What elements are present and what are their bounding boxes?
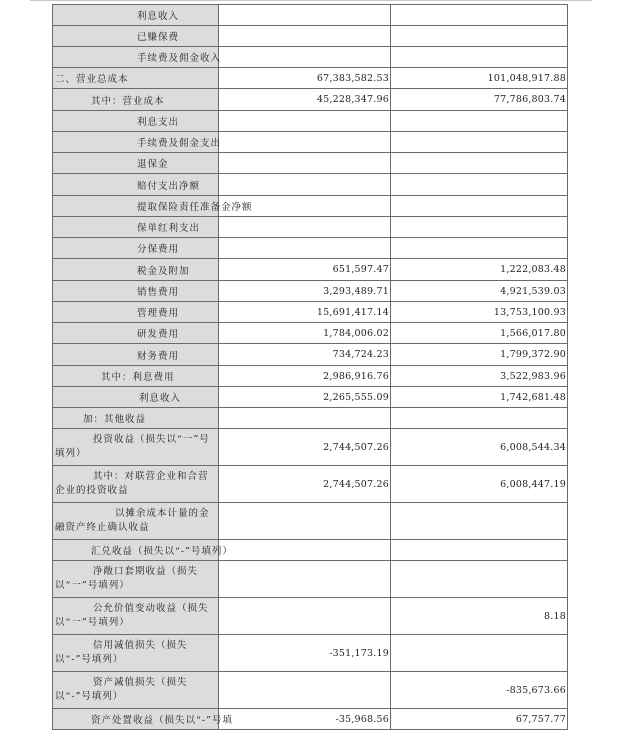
row-label: 其中：利息费用 (53, 366, 219, 387)
table-row (53, 466, 568, 503)
current-period-value (219, 598, 391, 635)
table-row (53, 47, 568, 68)
table-row (53, 709, 568, 730)
current-period-value: -351,173.19 (219, 635, 391, 672)
row-label: 赔付支出净额 (53, 174, 219, 196)
row-label: 信用减值损失（损失以“-”号填列） (53, 635, 219, 672)
current-period-value: 3,293,489.71 (219, 281, 391, 302)
prior-period-value (391, 26, 568, 47)
prior-period-value (391, 5, 568, 26)
prior-period-value (391, 540, 568, 561)
table-row (53, 672, 568, 709)
prior-period-value (391, 217, 568, 238)
row-label: 加：其他收益 (53, 408, 219, 429)
row-label: 分保费用 (53, 238, 219, 259)
table-row (53, 238, 568, 259)
row-label: 资产处置收益（损失以“-”号填 (53, 709, 219, 730)
current-period-value: 1,784,006.02 (219, 323, 391, 344)
current-period-value (219, 174, 391, 196)
table-row (53, 561, 568, 598)
prior-period-value: 4,921,539.03 (391, 281, 568, 302)
current-period-value (219, 540, 391, 561)
current-period-value: 734,724.23 (219, 344, 391, 366)
table-row (53, 281, 568, 302)
current-period-value: 2,265,555.09 (219, 387, 391, 408)
prior-period-value: 13,753,100.93 (391, 302, 568, 323)
current-period-value (219, 153, 391, 174)
current-period-value: 15,691,417.14 (219, 302, 391, 323)
table-row (53, 503, 568, 540)
table-row (53, 89, 568, 111)
current-period-value (219, 561, 391, 598)
current-period-value: 2,744,507.26 (219, 429, 391, 466)
current-period-value: 2,986,916.76 (219, 366, 391, 387)
table-row (53, 344, 568, 366)
row-label: 利息收入 (53, 387, 219, 408)
table-row (53, 111, 568, 132)
row-label: 提取保险责任准备金净额 (53, 196, 219, 217)
row-label: 汇兑收益（损失以“-”号填列） (53, 540, 219, 561)
row-label: 已赚保费 (53, 26, 219, 47)
prior-period-value: 6,008,544.34 (391, 429, 568, 466)
table-row (53, 387, 568, 408)
prior-period-value: 3,522,983.96 (391, 366, 568, 387)
row-label: 其中：营业成本 (53, 89, 219, 111)
row-label: 以摊余成本计量的金融资产终止确认收益 (53, 503, 219, 540)
current-period-value (219, 408, 391, 429)
table-row (53, 26, 568, 47)
row-label: 研发费用 (53, 323, 219, 344)
current-period-value (219, 132, 391, 153)
prior-period-value (391, 153, 568, 174)
row-label: 手续费及佣金收入 (53, 47, 219, 68)
row-label: 投资收益（损失以“一”号填列） (53, 429, 219, 466)
prior-period-value (391, 503, 568, 540)
current-period-value (219, 238, 391, 259)
page-top-rule (30, 0, 592, 1)
income-statement-table (52, 4, 568, 730)
prior-period-value (391, 132, 568, 153)
row-label: 手续费及佣金支出 (53, 132, 219, 153)
current-period-value (219, 111, 391, 132)
prior-period-value (391, 635, 568, 672)
row-label: 退保金 (53, 153, 219, 174)
current-period-value (219, 672, 391, 709)
prior-period-value (391, 47, 568, 68)
current-period-value (219, 5, 391, 26)
table-row (53, 196, 568, 217)
prior-period-value: 1,566,017.80 (391, 323, 568, 344)
table-row (53, 259, 568, 281)
current-period-value (219, 503, 391, 540)
prior-period-value (391, 196, 568, 217)
row-label: 利息支出 (53, 111, 219, 132)
current-period-value: 67,383,582.53 (219, 68, 391, 89)
prior-period-value: 67,757.77 (391, 709, 568, 730)
row-label: 财务费用 (53, 344, 219, 366)
prior-period-value (391, 238, 568, 259)
row-label: 其中：对联营企业和合营企业的投资收益 (53, 466, 219, 503)
prior-period-value: 8.18 (391, 598, 568, 635)
prior-period-value (391, 408, 568, 429)
table-row (53, 68, 568, 89)
row-label: 利息收入 (53, 5, 219, 26)
prior-period-value: -835,673.66 (391, 672, 568, 709)
row-label: 管理费用 (53, 302, 219, 323)
prior-period-value: 77,786,803.74 (391, 89, 568, 111)
row-label: 税金及附加 (53, 259, 219, 281)
current-period-value: 651,597.47 (219, 259, 391, 281)
row-label: 公允价值变动收益（损失以“一”号填列） (53, 598, 219, 635)
current-period-value: 45,228,347.96 (219, 89, 391, 111)
row-label: 销售费用 (53, 281, 219, 302)
current-period-value (219, 47, 391, 68)
row-label: 二、营业总成本 (53, 68, 219, 89)
current-period-value (219, 217, 391, 238)
prior-period-value: 1,742,681.48 (391, 387, 568, 408)
table-row (53, 408, 568, 429)
table-row (53, 174, 568, 196)
row-label: 净敞口套期收益（损失以“一”号填列） (53, 561, 219, 598)
table-row (53, 5, 568, 26)
table-row (53, 153, 568, 174)
table-row (53, 540, 568, 561)
table-row (53, 302, 568, 323)
row-label: 保单红利支出 (53, 217, 219, 238)
table-row (53, 635, 568, 672)
table-row (53, 366, 568, 387)
prior-period-value: 101,048,917.88 (391, 68, 568, 89)
current-period-value (219, 26, 391, 47)
prior-period-value: 1,222,083.48 (391, 259, 568, 281)
current-period-value: -35,968.56 (219, 709, 391, 730)
current-period-value: 2,744,507.26 (219, 466, 391, 503)
row-label: 资产减值损失（损失以“-”号填列） (53, 672, 219, 709)
prior-period-value: 1,799,372.90 (391, 344, 568, 366)
prior-period-value (391, 174, 568, 196)
table-row (53, 323, 568, 344)
table-row (53, 429, 568, 466)
table-row (53, 598, 568, 635)
prior-period-value: 6,008,447.19 (391, 466, 568, 503)
prior-period-value (391, 111, 568, 132)
prior-period-value (391, 561, 568, 598)
table-row (53, 217, 568, 238)
table-row (53, 132, 568, 153)
